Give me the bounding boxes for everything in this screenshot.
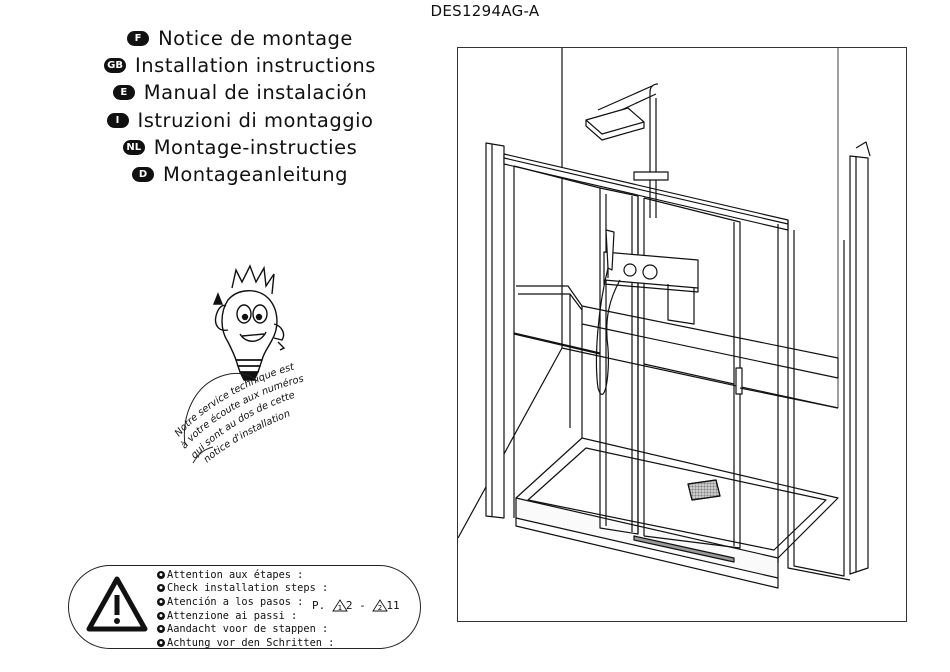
title-fr bbox=[80, 25, 400, 52]
service-note bbox=[165, 345, 335, 465]
language-badge: GB bbox=[104, 58, 126, 73]
warning-box bbox=[68, 565, 421, 649]
service-note-line: notice d'installation bbox=[201, 408, 292, 465]
title-text: Istruzioni di montaggio bbox=[137, 108, 374, 132]
title-text: Montage-instructies bbox=[153, 135, 358, 159]
language-badge: F bbox=[127, 31, 149, 46]
title-it bbox=[80, 107, 400, 134]
page-from: 2 bbox=[345, 599, 353, 612]
shower-enclosure-illustration bbox=[457, 47, 907, 622]
service-note-line: qui sont au dos de cette bbox=[188, 389, 297, 462]
language-dot-icon: ● bbox=[157, 584, 165, 592]
language-dot-icon: ● bbox=[157, 639, 165, 647]
warning-step-fr: ● Attention aux étapes : bbox=[157, 568, 334, 582]
language-badge: NL bbox=[123, 140, 145, 155]
svg-text:2: 2 bbox=[378, 604, 383, 612]
warning-step-es: ● Atención a los pasos : bbox=[157, 595, 334, 609]
warning-step-de: ● Achtung vor den Schritten : bbox=[157, 636, 334, 650]
warning-step-it: ● Attenzione ai passi : bbox=[157, 609, 334, 623]
title-nl bbox=[80, 134, 400, 161]
title-text: Installation instructions bbox=[135, 54, 376, 78]
warning-step-nl: ● Aandacht voor de stappen : bbox=[157, 622, 334, 636]
step-triangle-badge bbox=[372, 599, 386, 612]
document-code: DES1294AG-A bbox=[430, 2, 540, 20]
title-gb bbox=[80, 52, 400, 79]
warning-step-gb: ● Check installation steps : bbox=[157, 582, 334, 596]
warning-triangle-icon bbox=[85, 575, 149, 635]
language-badge: D bbox=[132, 167, 154, 182]
title-text: Manual de instalación bbox=[143, 81, 368, 105]
page-prefix: P. bbox=[312, 599, 326, 612]
warning-steps bbox=[157, 568, 334, 650]
page-to: 11 bbox=[386, 599, 400, 612]
step-triangle-badge bbox=[332, 599, 346, 612]
shower-enclosure-drawing bbox=[458, 48, 907, 622]
language-badge: E bbox=[113, 85, 135, 100]
language-dot-icon: ● bbox=[157, 612, 165, 620]
page-separator: - bbox=[359, 599, 366, 612]
title-text: Montageanleitung bbox=[163, 163, 348, 187]
svg-text:1: 1 bbox=[337, 604, 343, 612]
language-dot-icon: ● bbox=[157, 571, 165, 579]
page-reference bbox=[312, 599, 400, 612]
language-dot-icon: ● bbox=[157, 625, 165, 633]
language-titles bbox=[80, 25, 400, 188]
service-note-line: Notre service technique est bbox=[172, 361, 296, 439]
title-de bbox=[80, 161, 400, 188]
service-note-line: à votre écoute aux numéros bbox=[178, 373, 305, 452]
title-text: Notice de montage bbox=[158, 27, 353, 51]
language-badge: I bbox=[107, 113, 129, 128]
language-dot-icon: ● bbox=[157, 598, 165, 606]
title-es bbox=[80, 79, 400, 106]
